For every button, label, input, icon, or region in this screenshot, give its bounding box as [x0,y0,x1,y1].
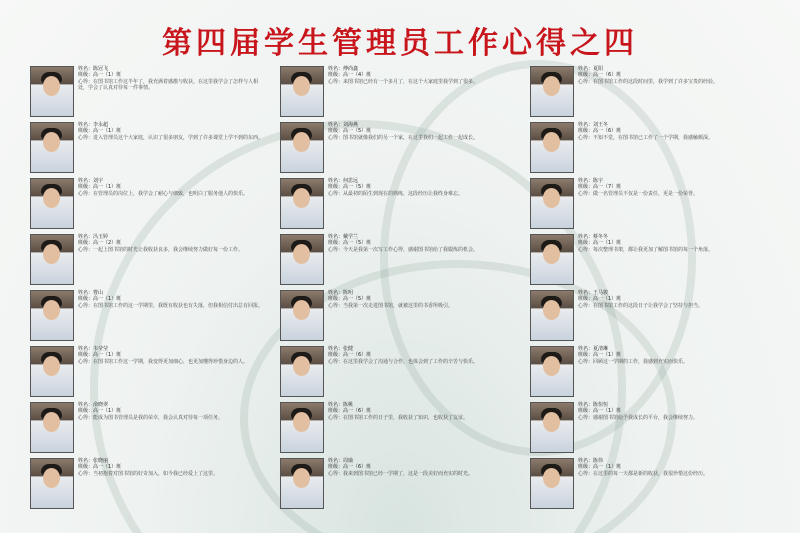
entry-text [328,178,516,197]
student-photo [530,178,574,229]
student-entry [530,64,768,119]
experience-text: 心得：在图书馆工作的这段日子让我学会了坚持与担当。 [578,302,704,309]
photo-face [543,300,560,320]
student-photo [30,234,74,285]
photo-face [543,188,560,208]
entry-text [78,66,266,92]
experience-text: 心得：今天是我第一次写工作心得，感谢图书馆给了我锻炼的机会。 [328,246,479,253]
student-entry [280,120,518,175]
photo-face [43,412,60,432]
student-entry [280,232,518,287]
student-photo [30,178,74,229]
student-photo [280,234,324,285]
student-entry [30,120,268,175]
experience-text: 心得：在这里我学会了沟通与合作，也体会到了工作的辛苦与快乐。 [328,358,479,365]
student-class: 班级：高一（1）班 [78,352,122,359]
photo-face [293,356,310,376]
photo-face [293,300,310,320]
student-name: 姓名：陈恒恒 [578,402,609,408]
entry-text [578,346,766,365]
student-entry [530,456,768,511]
entry-text [78,234,266,253]
photo-face [293,468,310,488]
student-entry [30,400,268,455]
column-right [530,64,768,512]
student-name: 姓名：傅尚鑫 [328,66,359,72]
photo-face [543,244,560,264]
photo-face [543,356,560,376]
student-class: 班级：高一（5）班 [328,240,372,247]
student-entry [530,120,768,175]
entry-text [78,402,266,421]
student-name: 姓名：陈宇 [578,178,604,184]
student-name: 姓名：俞晓翠 [78,402,109,408]
student-name: 姓名：陈明 [328,290,354,296]
photo-face [43,132,60,152]
student-photo [530,402,574,453]
entry-text [328,290,516,309]
entry-text [328,458,516,477]
student-photo [280,290,324,341]
student-photo [30,122,74,173]
student-photo [530,66,574,117]
student-entry [280,288,518,343]
student-photo [280,402,324,453]
entry-text [78,458,266,477]
photo-face [293,76,310,96]
entry-text [78,122,266,141]
student-photo [280,122,324,173]
photo-face [293,132,310,152]
student-class: 班级：高一（1）班 [78,464,122,471]
student-class: 班级：高一（5）班 [328,184,372,191]
student-entry [280,456,518,511]
experience-text: 心得：在图书馆工作这一学期，我变得更加细心，也更加懂得珍惜身边的人。 [78,358,249,365]
student-entry [530,288,768,343]
student-photo [280,458,324,509]
photo-face [293,188,310,208]
student-photo [30,346,74,397]
student-class: 班级：高一（5）班 [328,128,372,135]
experience-text: 心得：能成为图书管理员是我的荣幸，我会认真对待每一项任务。 [78,414,224,421]
student-photo [530,346,574,397]
experience-text: 心得：在图书馆工作的这一学期里，我既有收获也有失落，但我相信付出总有回报。 [78,302,264,309]
experience-text: 心得：不知不觉，在图书馆已工作了一个学期，我感触颇深。 [578,134,714,141]
student-entry [280,344,518,399]
student-class: 班级：高一（5）班 [328,296,372,303]
experience-text: 心得：在管理员的岗位上，我学会了耐心与细致，也明白了服务他人的快乐。 [78,190,249,197]
student-name: 姓名：冯玉婷 [78,234,109,240]
entry-text [578,178,766,197]
student-entry [30,456,268,511]
student-class: 班级：高一（1）班 [578,464,622,471]
student-class: 班级：高一（6）班 [578,72,622,79]
student-entry [30,176,268,231]
student-photo [30,66,74,117]
experience-text: 心得：在图书馆工作这半年了，我充满着感激与收获。在这里我学会了怎样与人相处，学会了认真对待每一件事情。 [78,78,259,92]
student-entry [280,400,518,455]
experience-text: 心得：从最初的陌生到现在的熟练，这段经历让我终身难忘。 [328,190,464,197]
student-entry [30,64,268,119]
student-entry [280,176,518,231]
student-class: 班级：高一（1）班 [78,128,122,135]
student-photo [30,402,74,453]
photo-face [543,412,560,432]
student-name: 姓名：蔡冬冬 [578,234,609,240]
photo-face [43,76,60,96]
student-class: 班级：高一（7）班 [578,184,622,191]
experience-text: 心得：每次整理书架，都让我更加了解图书馆的每一个角落。 [578,246,714,253]
entry-text [578,234,766,253]
experience-text: 心得：进入管理员这个大家庭，认识了很多朋友，学到了许多课堂上学不到的东西。 [78,134,264,141]
student-photo [280,346,324,397]
experience-text: 心得：在图书馆工作的这段时间里，我学到了许多宝贵的经验。 [578,78,719,85]
photo-face [293,244,310,264]
entry-text [78,178,266,197]
student-class: 班级：高一（1）班 [578,352,622,359]
student-photo [530,234,574,285]
student-class: 班级：高一（1）班 [578,296,622,303]
experience-text: 心得：做一名管理员不仅是一份责任，更是一份荣誉。 [578,190,699,197]
student-name: 姓名：戴学兰 [328,234,359,240]
student-photo [30,458,74,509]
student-entry [530,344,768,399]
student-photo [280,66,324,117]
column-middle [280,64,518,512]
student-photo [280,178,324,229]
student-entry [530,232,768,287]
experience-text: 心得：当我第一次走进图书馆，就被这里的书香所吸引。 [328,302,454,309]
photo-face [543,76,560,96]
student-class: 班级：高一（4）班 [328,72,372,79]
student-name: 姓名：王马骏 [578,290,609,296]
experience-text: 心得：回顾这一学期的工作，我感到充实而快乐。 [578,358,689,365]
photo-face [43,244,60,264]
entry-text [578,402,766,421]
photo-face [543,468,560,488]
photo-face [293,412,310,432]
student-name: 姓名：刘王冬 [578,122,609,128]
experience-text: 心得：感谢图书馆给予我成长的平台，我会继续努力。 [578,414,699,421]
entry-text [328,402,516,421]
photo-face [543,132,560,152]
student-name: 姓名：张健 [328,346,354,352]
student-entry [530,176,768,231]
student-name: 姓名：何思远 [328,178,359,184]
entry-text [328,234,516,253]
student-name: 姓名：曹山 [78,290,104,296]
entry-text [578,122,766,141]
student-class: 班级：高一（1）班 [78,296,122,303]
page-title: 第四届学生管理员工作心得之四 [162,26,638,61]
photo-face [43,356,60,376]
experience-text: 心得：我来到图书馆已经一学期了，这是一段美好而充实的时光。 [328,470,474,477]
experience-text: 心得：在图书馆工作的日子里，我收获了知识，也收获了友谊。 [328,414,469,421]
entry-text [578,458,766,477]
student-entry [30,344,268,399]
student-name: 姓名：张晓丽 [78,458,109,464]
student-class: 班级：高一（6）班 [328,464,372,471]
entry-text [578,66,766,85]
experience-text: 心得：一起上图书馆的时光让我收获良多，我会继续努力做好每一份工作。 [78,246,244,253]
student-entry [30,232,268,287]
entry-text [328,66,516,85]
student-name: 姓名：周瑜 [328,458,354,464]
entry-text [328,122,516,141]
column-left [30,64,268,512]
entry-text [578,290,766,309]
student-name: 姓名：陈冠飞 [78,66,109,72]
student-name: 姓名：陈桃 [328,402,354,408]
student-class: 班级：高一（6）班 [578,128,622,135]
student-class: 班级：高一（1）班 [578,408,622,415]
experience-text: 心得：当初抱着对图书馆的好奇加入，如今我已经爱上了这里。 [78,470,219,477]
student-entry [530,400,768,455]
student-name: 姓名：陈伟 [578,458,604,464]
photo-face [43,188,60,208]
student-class: 班级：高一（6）班 [328,408,372,415]
student-name: 姓名：夏清琳 [578,346,609,352]
student-class: 班级：高一（1）班 [78,72,122,79]
student-class: 班级：高一（2）班 [78,240,122,247]
entry-text [328,346,516,365]
student-photo [530,122,574,173]
student-name: 姓名：刘海燕 [328,122,359,128]
student-class: 班级：高一（1）班 [78,408,122,415]
photo-face [43,300,60,320]
student-name: 姓名：韦莹莹 [78,346,109,352]
experience-text: 心得：来图书馆已经有一个多月了，在这个大家庭里我学到了很多。 [328,78,479,85]
student-name: 姓名：李永超 [78,122,109,128]
student-entry [30,288,268,343]
student-name: 姓名：夏阳 [578,66,604,72]
experience-text: 心得：图书馆就像我们的另一个家，在这里我们一起工作一起成长。 [328,134,479,141]
student-class: 班级：高一（1）班 [578,240,622,247]
student-name: 姓名：刘宇 [78,178,104,184]
student-photo [530,458,574,509]
student-class: 班级：高一（6）班 [328,352,372,359]
student-class: 班级：高一（1）班 [78,184,122,191]
entry-text [78,346,266,365]
student-entry [280,64,518,119]
entry-text [78,290,266,309]
student-photo [30,290,74,341]
student-photo [530,290,574,341]
photo-face [43,468,60,488]
experience-text: 心得：在这里的每一天都是新的收获，我很珍惜这份经历。 [578,470,709,477]
